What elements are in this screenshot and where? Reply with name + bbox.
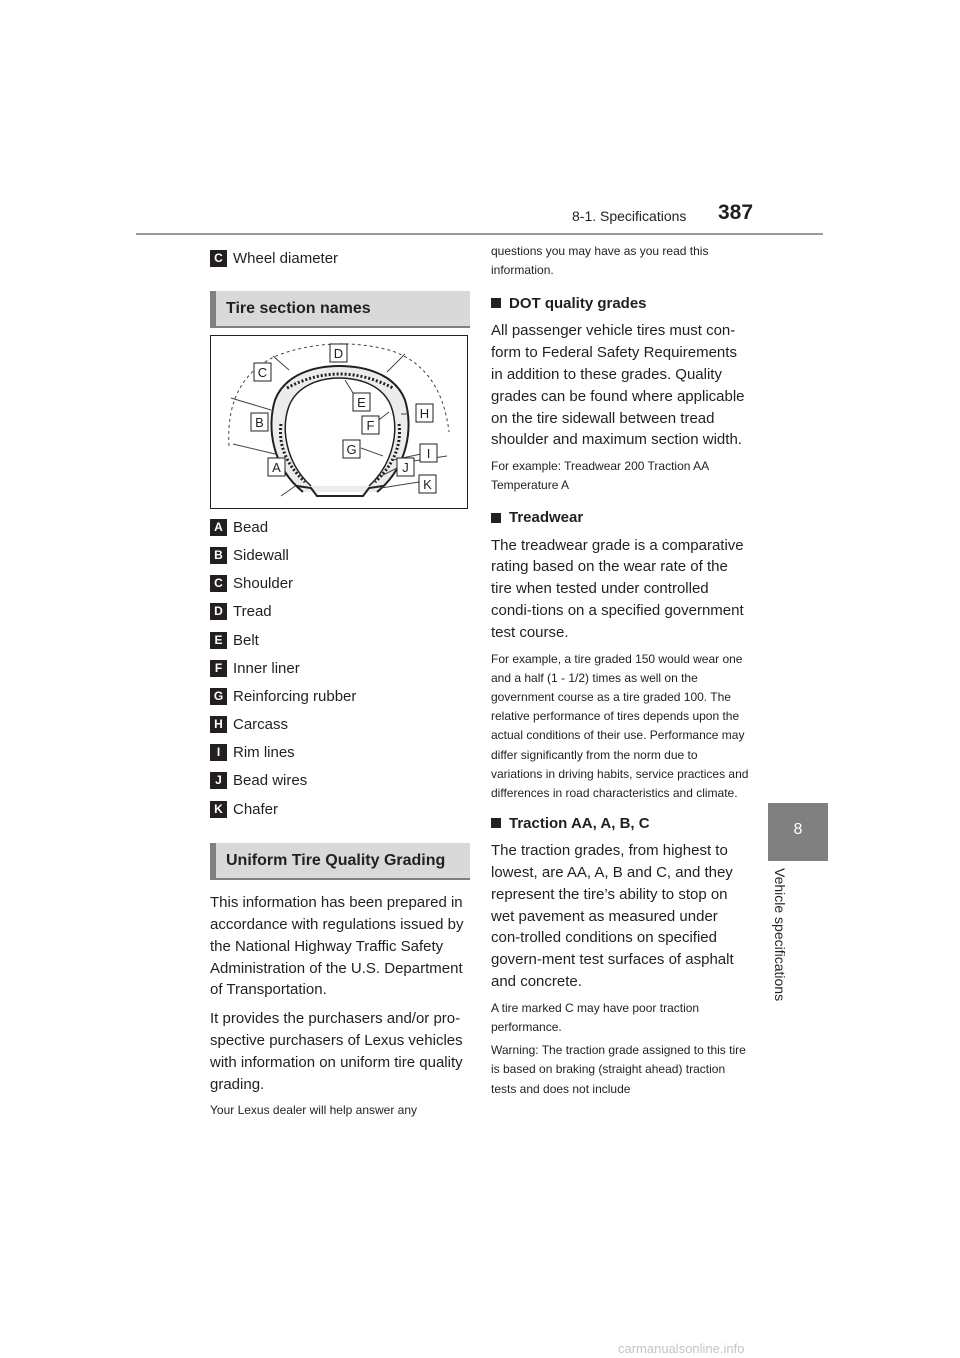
list-item (210, 541, 470, 569)
item-badge: I (210, 744, 227, 761)
watermark: carmanualsonline.info (618, 1341, 745, 1356)
item-badge: F (210, 660, 227, 677)
item-label: Wheel diameter (233, 249, 339, 267)
diagram-label-g: G (346, 442, 357, 458)
dot-heading-text: DOT quality grades (509, 294, 647, 312)
item-label: Belt (233, 631, 259, 649)
square-bullet-icon (491, 298, 501, 308)
list-item (210, 767, 470, 795)
list-item (210, 654, 470, 682)
dot-paragraph: All passenger vehicle tires must con-form to Federal Safety Requirements in addition to these grades. Quality grades can be found where applicable on the tire sidewall between tread shoulder and maximum section width. (491, 322, 745, 449)
diagram-label-d: D (333, 346, 344, 362)
tire-section-list (210, 513, 470, 823)
diagram-label-f: F (366, 418, 375, 434)
wheel-diameter-item (210, 244, 470, 272)
diagram-label-j: J (402, 460, 409, 476)
tire-cross-section-figure (211, 336, 469, 510)
diagram-label-h: H (419, 406, 430, 422)
chapter-label-text: Vehicle specifications (772, 868, 788, 1002)
traction-note-1: A tire marked C may have poor traction performance. (491, 1000, 700, 1034)
item-label: Rim lines (233, 744, 295, 762)
item-badge: G (210, 688, 227, 705)
square-bullet-icon (491, 513, 501, 523)
item-badge: D (210, 603, 227, 620)
item-badge: H (210, 716, 227, 733)
tire-section-heading: Tire section names (210, 291, 470, 326)
treadwear-paragraph: The treadwear grade is a comparative rating based on the wear rate of the tire when tested under controlled condi-tions on a specified government test course. (491, 536, 744, 641)
square-bullet-icon (491, 818, 501, 828)
utqg-note-continued: questions you may have as you read this information. (491, 244, 709, 278)
list-item (210, 682, 470, 710)
item-label: Chafer (233, 800, 279, 818)
list-item (210, 598, 470, 626)
right-column (491, 244, 751, 1099)
item-label: Carcass (233, 716, 289, 734)
item-badge: C (210, 250, 227, 267)
section-title: 8-1. Specifications (572, 208, 687, 224)
item-label: Shoulder (233, 575, 294, 593)
utqg-paragraph-2: It provides the purchasers and/or pro-spective purchasers of Lexus vehicles with information on uniform tire quality grading. (210, 1010, 463, 1093)
item-label: Tread (233, 603, 272, 621)
header-rule (136, 233, 823, 235)
diagram-label-e: E (357, 395, 366, 411)
list-item (210, 626, 470, 654)
utqg-paragraph-1: This information has been prepared in accordance with regulations issued by the National Highway Traffic Safety Administration of the U.S. Department of Transportation. (210, 894, 464, 999)
list-item (210, 570, 470, 598)
treadwear-heading-text: Treadwear (509, 509, 584, 527)
traction-paragraph: The traction grades, from highest to lowest, are AA, A, B and C, and they represent the tire’s ability to stop on wet pavement as measured under con-trolled conditions on specified govern-ment test surfaces of asphalt and concrete. (491, 842, 734, 990)
traction-note-2: Warning: The traction grade assigned to this tire is based on braking (straight ahead) traction tests and does not include (491, 1043, 746, 1096)
page-number: 387 (718, 201, 754, 224)
item-badge: J (210, 772, 227, 789)
item-badge: B (210, 547, 227, 564)
list-item (210, 739, 470, 767)
item-label: Reinforcing rubber (233, 687, 357, 705)
list-item (210, 795, 470, 823)
diagram-label-c: C (257, 365, 268, 381)
item-badge: C (210, 575, 227, 592)
item-label: Inner liner (233, 659, 300, 677)
traction-heading-text: Traction AA, A, B, C (509, 814, 650, 832)
treadwear-heading (491, 508, 751, 528)
diagram-label-b: B (255, 415, 264, 431)
treadwear-note: For example, a tire graded 150 would wear one and a half (1 - 1/2) times as well on the government course as a tire graded 100. The relative performance of tires depends upon the actual conditions of their use. Performance may differ significantly from the norm due to variations in driving habits, service practices and differences in road characteristics and climate. (491, 651, 749, 800)
dot-heading (491, 293, 751, 313)
utqg-note: Your Lexus dealer will help answer any (210, 1103, 418, 1118)
item-badge: K (210, 801, 227, 818)
diagram-label-k: K (423, 477, 432, 493)
utqg-heading: Uniform Tire Quality Grading (210, 843, 470, 878)
chapter-number: 8 (793, 821, 803, 838)
traction-heading (491, 813, 751, 833)
list-item (210, 513, 470, 541)
chapter-tab[interactable] (768, 803, 828, 861)
dot-note: For example: Treadwear 200 Traction AA Temperature A (491, 459, 709, 493)
item-label: Bead (233, 518, 269, 536)
item-badge: E (210, 632, 227, 649)
left-column (210, 244, 470, 1121)
list-item (210, 711, 470, 739)
item-label: Sidewall (233, 546, 289, 564)
diagram-label-a: A (272, 460, 281, 476)
tire-section-diagram (210, 335, 468, 509)
item-label: Bead wires (233, 772, 308, 790)
diagram-label-i: I (426, 446, 431, 462)
item-badge: A (210, 519, 227, 536)
chapter-label (770, 868, 792, 1008)
